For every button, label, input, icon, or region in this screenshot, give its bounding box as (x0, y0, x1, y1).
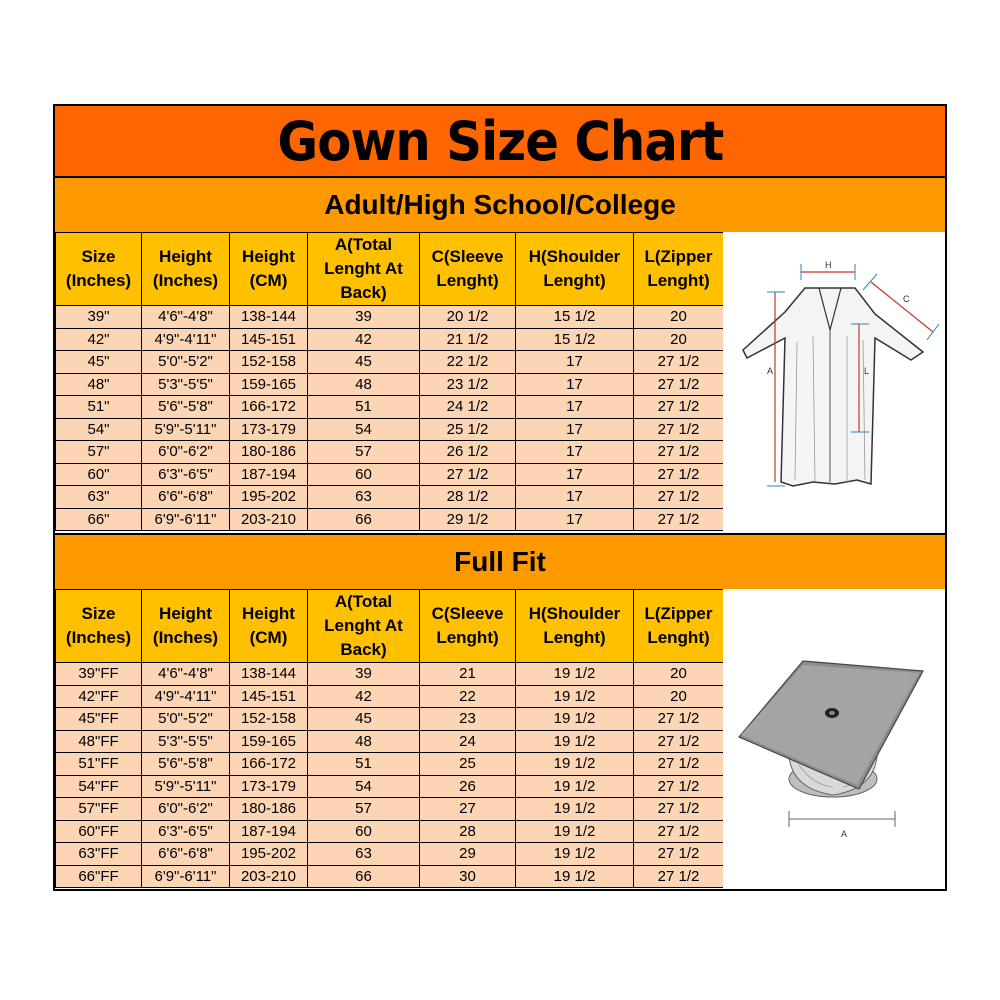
table-cell: 166-172 (230, 753, 308, 776)
column-header-line: (Inches) (65, 271, 132, 290)
table-cell: 173-179 (230, 775, 308, 798)
table-cell: 66"FF (56, 865, 142, 888)
column-header-line: Lenght) (543, 271, 606, 290)
table-cell: 29 (420, 843, 516, 866)
table-cell: 20 (634, 685, 724, 708)
column-header (230, 590, 308, 663)
column-header-line: A(Total (334, 592, 393, 611)
table-cell: 60 (308, 463, 420, 486)
table-cell: 27 1/2 (634, 418, 724, 441)
table-cell: 5'0"-5'2" (142, 351, 230, 374)
table-row (56, 418, 724, 441)
table-row (56, 306, 724, 329)
table-cell: 21 1/2 (420, 328, 516, 351)
table-cell: 23 1/2 (420, 373, 516, 396)
table-cell: 26 (420, 775, 516, 798)
table-cell: 166-172 (230, 396, 308, 419)
table-row (56, 486, 724, 509)
table-cell: 66 (308, 508, 420, 531)
gown-diagram (723, 232, 945, 533)
table-cell: 145-151 (230, 685, 308, 708)
table-cell: 60 (308, 820, 420, 843)
table-cell: 29 1/2 (420, 508, 516, 531)
cap-illustration (723, 589, 945, 889)
table-cell: 187-194 (230, 820, 308, 843)
table-cell: 57" (56, 441, 142, 464)
table-cell: 5'6"-5'8" (142, 753, 230, 776)
column-header (516, 233, 634, 306)
table-cell: 27 1/2 (634, 441, 724, 464)
table-cell: 39"FF (56, 663, 142, 686)
column-header (142, 590, 230, 663)
column-header-line: Back) (340, 283, 387, 302)
column-header (308, 233, 420, 306)
table-cell: 57"FF (56, 798, 142, 821)
column-header-line: Lenght) (543, 628, 606, 647)
table-cell: 45 (308, 708, 420, 731)
table-cell: 17 (516, 486, 634, 509)
table-row (56, 328, 724, 351)
table-cell: 6'9"-6'11" (142, 508, 230, 531)
column-header-line: Back) (340, 640, 387, 659)
table-cell: 27 1/2 (634, 798, 724, 821)
column-header-line: Lenght) (647, 271, 710, 290)
table-header-row (56, 590, 724, 663)
diagram-label-a: A (767, 366, 774, 376)
table-cell: 4'9"-4'11" (142, 685, 230, 708)
column-header-line: (Inches) (152, 628, 219, 647)
section-heading-adult-text: Adult/High School/College (324, 189, 676, 220)
table-cell: 54" (56, 418, 142, 441)
table-cell: 39 (308, 306, 420, 329)
column-header (230, 233, 308, 306)
column-header-line: H(Shoulder (528, 247, 621, 266)
column-header-line: L(Zipper (644, 247, 713, 266)
table-cell: 48" (56, 373, 142, 396)
table-cell: 51"FF (56, 753, 142, 776)
adult-size-table (55, 232, 724, 531)
table-cell: 4'6"-4'8" (142, 663, 230, 686)
table-cell: 6'3"-6'5" (142, 463, 230, 486)
table-cell: 15 1/2 (516, 306, 634, 329)
column-header-line: Lenght) (436, 271, 499, 290)
table-cell: 27 1/2 (634, 820, 724, 843)
column-header (420, 590, 516, 663)
table-cell: 57 (308, 798, 420, 821)
table-row (56, 798, 724, 821)
table-cell: 5'9"-5'11" (142, 775, 230, 798)
table-cell: 19 1/2 (516, 775, 634, 798)
chart-title: Gown Size Chart (277, 109, 723, 173)
table-cell: 152-158 (230, 708, 308, 731)
table-cell: 180-186 (230, 441, 308, 464)
table-row (56, 508, 724, 531)
table-cell: 145-151 (230, 328, 308, 351)
table-cell: 51 (308, 396, 420, 419)
table-cell: 17 (516, 418, 634, 441)
column-header-line: Height (242, 604, 295, 623)
diagram-label-l: L (864, 366, 870, 376)
table-cell: 19 1/2 (516, 730, 634, 753)
column-header-line: Height (242, 247, 295, 266)
table-cell: 4'6"-4'8" (142, 306, 230, 329)
table-cell: 6'9"-6'11" (142, 865, 230, 888)
table-cell: 138-144 (230, 306, 308, 329)
table-cell: 27 1/2 (634, 508, 724, 531)
table-cell: 17 (516, 441, 634, 464)
table-row (56, 351, 724, 374)
table-cell: 54 (308, 775, 420, 798)
table-cell: 203-210 (230, 508, 308, 531)
table-cell: 17 (516, 508, 634, 531)
table-cell: 25 1/2 (420, 418, 516, 441)
table-cell: 5'3"-5'5" (142, 373, 230, 396)
table-cell: 42" (56, 328, 142, 351)
table-row (56, 753, 724, 776)
table-row (56, 843, 724, 866)
column-header (516, 590, 634, 663)
table-cell: 30 (420, 865, 516, 888)
table-row (56, 396, 724, 419)
column-header-line: (Inches) (65, 628, 132, 647)
table-row (56, 775, 724, 798)
section-heading-adult (55, 178, 945, 234)
table-cell: 152-158 (230, 351, 308, 374)
column-header-line: L(Zipper (644, 604, 713, 623)
table-cell: 19 1/2 (516, 663, 634, 686)
table-cell: 63" (56, 486, 142, 509)
table-cell: 27 (420, 798, 516, 821)
table-cell: 42 (308, 685, 420, 708)
table-cell: 42"FF (56, 685, 142, 708)
table-row (56, 820, 724, 843)
column-header-line: Size (81, 247, 116, 266)
table-cell: 5'0"-5'2" (142, 708, 230, 731)
table-cell: 203-210 (230, 865, 308, 888)
table-cell: 45 (308, 351, 420, 374)
column-header (56, 233, 142, 306)
table-cell: 51 (308, 753, 420, 776)
table-cell: 27 1/2 (634, 708, 724, 731)
table-cell: 45"FF (56, 708, 142, 731)
table-cell: 6'3"-6'5" (142, 820, 230, 843)
table-cell: 195-202 (230, 486, 308, 509)
table-row (56, 708, 724, 731)
column-header-line: C(Sleeve (431, 604, 504, 623)
table-cell: 60" (56, 463, 142, 486)
table-cell: 27 1/2 (634, 486, 724, 509)
table-cell: 20 (634, 328, 724, 351)
column-header-line: C(Sleeve (431, 247, 504, 266)
table-cell: 159-165 (230, 730, 308, 753)
table-cell: 159-165 (230, 373, 308, 396)
table-cell: 28 (420, 820, 516, 843)
cap-diagram (723, 589, 945, 889)
table-cell: 27 1/2 (634, 730, 724, 753)
table-cell: 195-202 (230, 843, 308, 866)
table-cell: 19 1/2 (516, 798, 634, 821)
table-cell: 17 (516, 373, 634, 396)
table-row (56, 663, 724, 686)
table-cell: 27 1/2 (634, 865, 724, 888)
column-header-line: Height (159, 247, 212, 266)
section-heading-full-fit-text: Full Fit (454, 546, 546, 577)
table-cell: 6'6"-6'8" (142, 486, 230, 509)
section-heading-full-fit (55, 533, 945, 591)
table-cell: 48 (308, 730, 420, 753)
table-cell: 27 1/2 (634, 396, 724, 419)
column-header-line: Height (159, 604, 212, 623)
table-cell: 26 1/2 (420, 441, 516, 464)
column-header (634, 233, 724, 306)
table-cell: 27 1/2 (634, 843, 724, 866)
table-cell: 27 1/2 (634, 351, 724, 374)
table-row (56, 685, 724, 708)
table-cell: 6'0"-6'2" (142, 441, 230, 464)
column-header-line: Lenght At (324, 259, 403, 278)
table-cell: 24 1/2 (420, 396, 516, 419)
table-cell: 66" (56, 508, 142, 531)
column-header (634, 590, 724, 663)
column-header (420, 233, 516, 306)
table-cell: 19 1/2 (516, 753, 634, 776)
table-cell: 27 1/2 (634, 463, 724, 486)
column-header-line: Lenght At (324, 616, 403, 635)
table-row (56, 463, 724, 486)
column-header-line: (CM) (249, 271, 288, 290)
table-cell: 42 (308, 328, 420, 351)
table-cell: 17 (516, 351, 634, 374)
table-cell: 6'6"-6'8" (142, 843, 230, 866)
column-header-line: A(Total (334, 235, 393, 254)
table-cell: 19 1/2 (516, 708, 634, 731)
column-header-line: (CM) (249, 628, 288, 647)
table-cell: 5'9"-5'11" (142, 418, 230, 441)
table-cell: 138-144 (230, 663, 308, 686)
table-cell: 28 1/2 (420, 486, 516, 509)
table-cell: 57 (308, 441, 420, 464)
table-cell: 20 (634, 663, 724, 686)
table-cell: 45" (56, 351, 142, 374)
table-cell: 66 (308, 865, 420, 888)
column-header-line: Lenght) (647, 628, 710, 647)
table-row (56, 441, 724, 464)
table-cell: 60"FF (56, 820, 142, 843)
full-fit-size-table (55, 589, 724, 888)
table-cell: 19 1/2 (516, 843, 634, 866)
table-cell: 27 1/2 (634, 373, 724, 396)
table-row (56, 865, 724, 888)
table-cell: 180-186 (230, 798, 308, 821)
table-cell: 24 (420, 730, 516, 753)
table-cell: 20 1/2 (420, 306, 516, 329)
table-cell: 48"FF (56, 730, 142, 753)
table-cell: 27 1/2 (420, 463, 516, 486)
column-header-line: H(Shoulder (528, 604, 621, 623)
table-cell: 39" (56, 306, 142, 329)
table-cell: 54"FF (56, 775, 142, 798)
table-cell: 22 1/2 (420, 351, 516, 374)
table-cell: 19 1/2 (516, 685, 634, 708)
table-cell: 54 (308, 418, 420, 441)
table-cell: 22 (420, 685, 516, 708)
diagram-label-h: H (825, 260, 832, 270)
table-cell: 4'9"-4'11" (142, 328, 230, 351)
diagram-label-a: A (841, 829, 848, 839)
table-cell: 15 1/2 (516, 328, 634, 351)
column-header-line: Lenght) (436, 628, 499, 647)
table-row (56, 730, 724, 753)
column-header (56, 590, 142, 663)
column-header (308, 590, 420, 663)
column-header (142, 233, 230, 306)
diagram-label-c: C (903, 294, 910, 304)
column-header-line: Size (81, 604, 116, 623)
table-cell: 20 (634, 306, 724, 329)
table-cell: 5'6"-5'8" (142, 396, 230, 419)
chart-title-bar (55, 106, 945, 178)
table-cell: 21 (420, 663, 516, 686)
table-cell: 51" (56, 396, 142, 419)
table-cell: 63 (308, 843, 420, 866)
table-cell: 17 (516, 396, 634, 419)
table-cell: 187-194 (230, 463, 308, 486)
table-cell: 63 (308, 486, 420, 509)
table-cell: 6'0"-6'2" (142, 798, 230, 821)
table-cell: 27 1/2 (634, 753, 724, 776)
table-row (56, 373, 724, 396)
table-cell: 23 (420, 708, 516, 731)
table-cell: 39 (308, 663, 420, 686)
table-header-row (56, 233, 724, 306)
table-cell: 17 (516, 463, 634, 486)
table-cell: 27 1/2 (634, 775, 724, 798)
table-cell: 19 1/2 (516, 820, 634, 843)
table-cell: 173-179 (230, 418, 308, 441)
gown-illustration (723, 232, 945, 533)
table-cell: 25 (420, 753, 516, 776)
gown-size-chart (53, 104, 947, 891)
table-cell: 63"FF (56, 843, 142, 866)
column-header-line: (Inches) (152, 271, 219, 290)
table-cell: 5'3"-5'5" (142, 730, 230, 753)
table-cell: 19 1/2 (516, 865, 634, 888)
table-cell: 48 (308, 373, 420, 396)
